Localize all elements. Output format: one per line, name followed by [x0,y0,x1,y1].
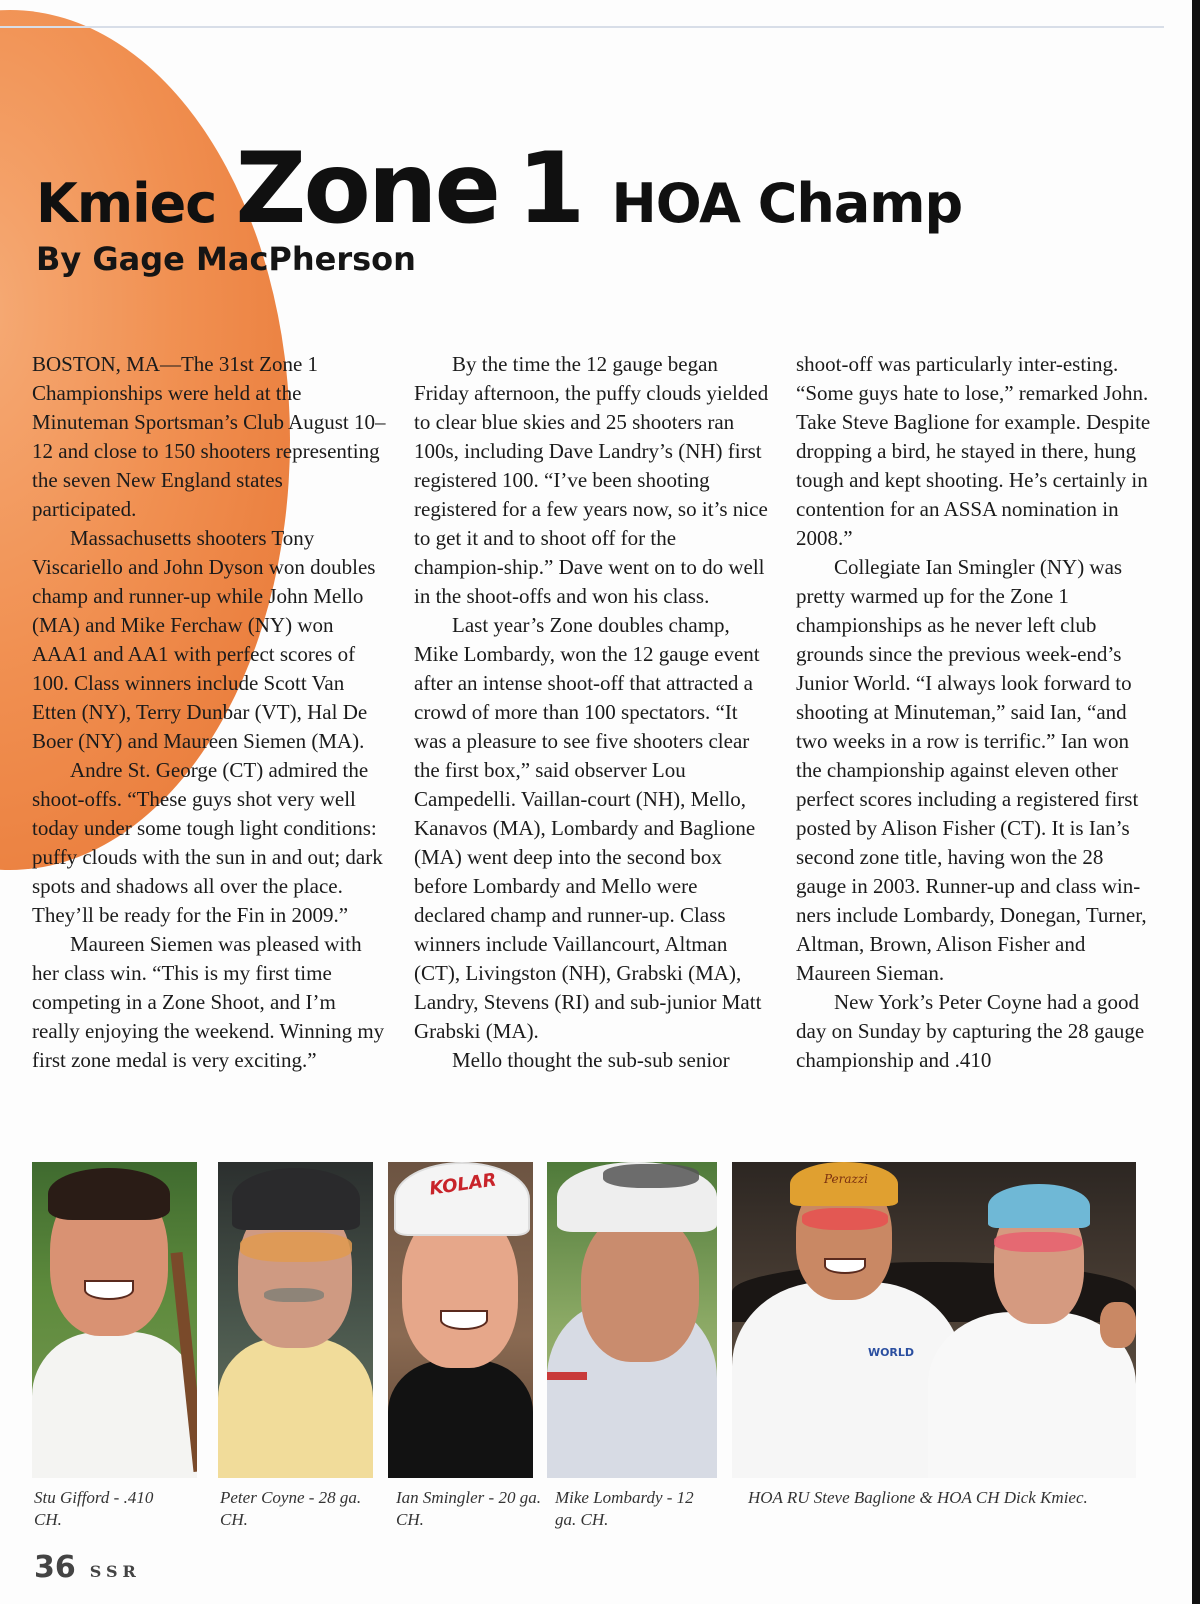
photo-stu-gifford [32,1162,197,1478]
page-number: 36 [34,1550,76,1585]
photo-caption: Stu Gifford - .410 CH. [34,1488,154,1529]
article-column-3 [796,350,1152,1140]
photo-caption: HOA RU Steve Baglione & HOA CH Dick Kmiec. [748,1488,1088,1507]
photo-caption: Mike Lombardy - 12 ga. CH. [555,1488,694,1529]
photo-caption: Ian Smingler - 20 ga. CH. [396,1488,541,1529]
paragraph: Last year’s Zone doubles champ, Mike Lombardy, won the 12 gauge event after an intense shoot-off that attracted a crowd of more than 100 spectators. “It was a pleasure to see five shooters clear the first box,” said observer Lou Campedelli. Vaillan-court (NH), Mello, Kanavos (MA), Lombardy and Baglione (MA) went deep into the second box before Lombardy and Mello were declared champ and runner-up. Class winners include Vaillancourt, Altman (CT), Livingston (NH), Grabski (MA), Landry, Stevens (RI) and sub-junior Matt Grabski (MA). [414,613,762,1043]
article-byline: By Gage MacPherson [36,240,416,278]
article-column-1 [32,350,388,1140]
article-headline [36,132,963,246]
page-edge [1192,0,1200,1604]
paragraph: By the time the 12 gauge began Friday afternoon, the puffy clouds yielded to clear blue skies and 25 shooters ran 100s, including Dave Landry’s (NH) first registered 100. “I’ve been shooting registered for a few years now, so it’s nice to get it and to shoot off for the champion-ship.” Dave went on to do well in the shoot-offs and won his class. [414,352,769,608]
page-margin [1164,0,1192,1604]
headline-part-hoa-champ: HOA Champ [611,172,963,235]
paragraph: Andre St. George (CT) admired the shoot-offs. “These guys shot very well today under some tough light conditions: puffy clouds with the sun in and out; dark spots and shadows all over the place. They’ll be ready for the Fin in 2009.” [32,758,383,927]
shirt-logo-text: WORLD [867,1346,915,1359]
photo-baglione-and-kmiec [732,1162,1136,1478]
article-body [32,350,1152,1140]
photo-mike-lombardy [547,1162,717,1478]
publication-name: SSR [89,1562,141,1581]
paragraph: Maureen Siemen was pleased with her class win. “This is my first time competing in a Zone Shoot, and I’m really enjoying the weekend. Winning my first zone medal is very exciting.” [32,932,385,1072]
photo-peter-coyne [218,1162,373,1478]
article-column-2 [414,350,770,1140]
paragraph: Massachusetts shooters Tony Viscariello and John Dyson won doubles champ and runner-up while John Mello (MA) and Mike Ferchaw (NY) won AAA1 and AA1 with perfect scores of 100. Class winners include Scott Van Etten (NY), Terry Dunbar (VT), Hal De Boer (NY) and Maureen Siemen (MA). [32,526,376,753]
headline-part-kmiec: Kmiec [36,172,217,235]
headline-part-zone: Zone [235,132,499,246]
photo-ian-smingler [388,1162,533,1478]
paragraph: BOSTON, MA—The 31st Zone 1 Championships were held at the Minuteman Sportsman’s Club August 10–12 and close to 150 shooters representing the seven New England states participated. [32,352,386,521]
paragraph: shoot-off was particularly inter-esting. “Some guys hate to lose,” remarked John. Take Steve Baglione for example. Despite dropping a bird, he stayed in there, hung tough and kept shooting. He’s certainly in contention for an ASSA nomination in 2008.” [796,352,1151,550]
paragraph: Mello thought the sub-sub senior [452,1048,730,1072]
paragraph: New York’s Peter Coyne had a good day on Sunday by capturing the 28 gauge championship and .410 [796,990,1145,1072]
paragraph: Collegiate Ian Smingler (NY) was pretty warmed up for the Zone 1 championships as he never left club grounds since the previous week-end’s Junior World. “I always look forward to shooting at Minuteman,” said Ian, “and two weeks in a row is terrific.” Ian won the championship against eleven other perfect scores including a registered first posted by Alison Fisher (CT). It is Ian’s second zone title, having won the 28 gauge in 2003. Runner-up and class win-ners include Lombardy, Donegan, Turner, Altman, Brown, Alison Fisher and Maureen Sieman. [796,555,1147,985]
photo-caption: Peter Coyne - 28 ga. CH. [220,1488,362,1529]
top-rule [0,26,1170,28]
headline-part-number: 1 [517,132,583,246]
page-footer [34,1550,141,1585]
cap-logo-text: KOLAR [428,1169,498,1200]
cap-brand-text: Perazzi [823,1172,868,1186]
